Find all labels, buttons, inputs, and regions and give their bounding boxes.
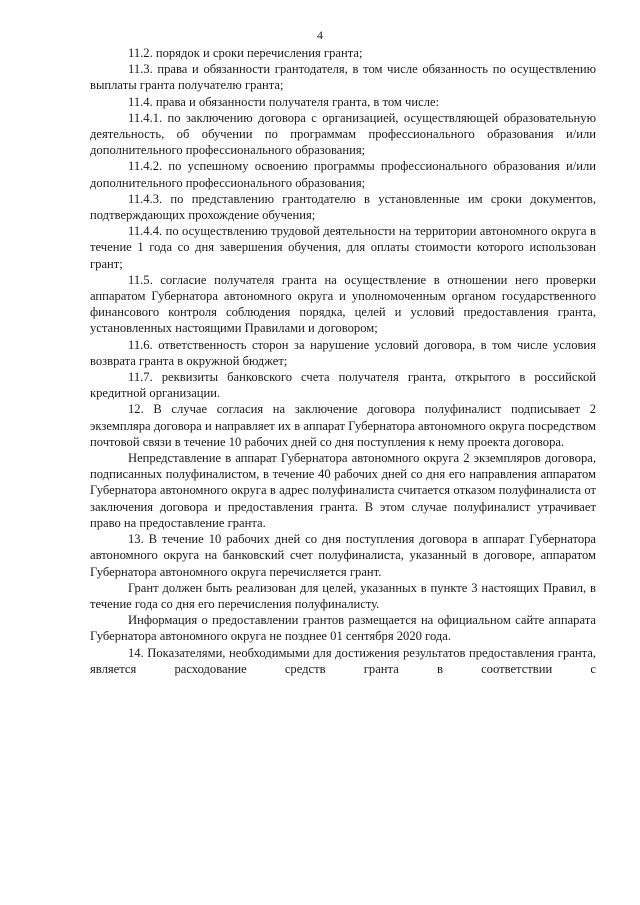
paragraph-13-grant-use: Грант должен быть реализован для целей, указанных в пункте 3 настоящих Правил, в течение года со дня его перечисления полуфиналисту.	[90, 580, 596, 611]
paragraph-12-non-submission: Непредставление в аппарат Губернатора автономного округа 2 экземпляров договора, подписанных полуфиналистом, в течение 40 рабочих дней со дня его направления аппаратом Губернатора автономного округа в адрес полуфиналиста считается отказом полуфиналиста от заключения договора и предоставления гранта. В этом случае полуфиналист утрачивает право на предоставление гранта.	[90, 451, 596, 530]
paragraph-13: 13. В течение 10 рабочих дней со дня поступления договора в аппарат Губернатора автономного округа на банковский счет полуфиналиста, указанный в договоре, аппаратом Губернатора автономного округа перечисляется грант.	[90, 532, 596, 579]
paragraph-11-5: 11.5. согласие получателя гранта на осуществление в отношении него проверки аппаратом Губернатора автономного округа и уполномоченным органом государственного финансового контроля соблюдения порядка, целей и условий предоставления гранта, установленных настоящими Правилами и договором;	[90, 272, 596, 336]
page-number: 4	[317, 28, 323, 42]
paragraph-11-3: 11.3. права и обязанности грантодателя, в том числе обязанность по осуществлению выплаты гранта получателю гранта;	[90, 62, 596, 93]
paragraph-11-4-1: 11.4.1. по заключению договора с организацией, осуществляющей образовательную деятельность, об обучении по программам профессионального образования и/или дополнительного профессионального образования;	[90, 110, 596, 158]
paragraph-14: 14. Показателями, необходимыми для достижения результатов предоставления гранта, является расходование средств гранта в соответствии с	[90, 645, 596, 676]
paragraph-11-4-3: 11.4.3. по представлению грантодателю в установленные им сроки документов, подтверждающих прохождение обучения;	[90, 191, 596, 223]
paragraph-12: 12. В случае согласия на заключение договора полуфиналист подписывает 2 экземпляра договора и направляет их в аппарат Губернатора автономного округа посредством почтовой связи в течение 10 рабочих дней со дня поступления к нему проекта договора.	[90, 402, 596, 449]
paragraph-11-4-2: 11.4.2. по успешному освоению программы профессионального образования и/или дополнительного профессионального образования;	[90, 159, 596, 190]
paragraph-11-7: 11.7. реквизиты банковского счета получателя гранта, открытого в российской кредитной организации.	[90, 370, 596, 401]
paragraph-11-4: 11.4. права и обязанности получателя гранта, в том числе:	[128, 94, 440, 109]
document-body	[90, 45, 596, 677]
paragraph-11-4-4: 11.4.4. по осуществлению трудовой деятельности на территории автономного округа в течение 1 года со дня завершения обучения, для оплаты стоимости которого использован грант;	[90, 224, 596, 271]
paragraph-11-2: 11.2. порядок и сроки перечисления гранта;	[128, 46, 363, 60]
paragraph-11-6: 11.6. ответственность сторон за нарушение условий договора, в том числе условия возврата гранта в окружной бюджет;	[90, 337, 596, 368]
paragraph-13-publication: Информация о предоставлении грантов размещается на официальном сайте аппарата Губернатора автономного округа не позднее 01 сентября 2020 года.	[90, 613, 596, 644]
